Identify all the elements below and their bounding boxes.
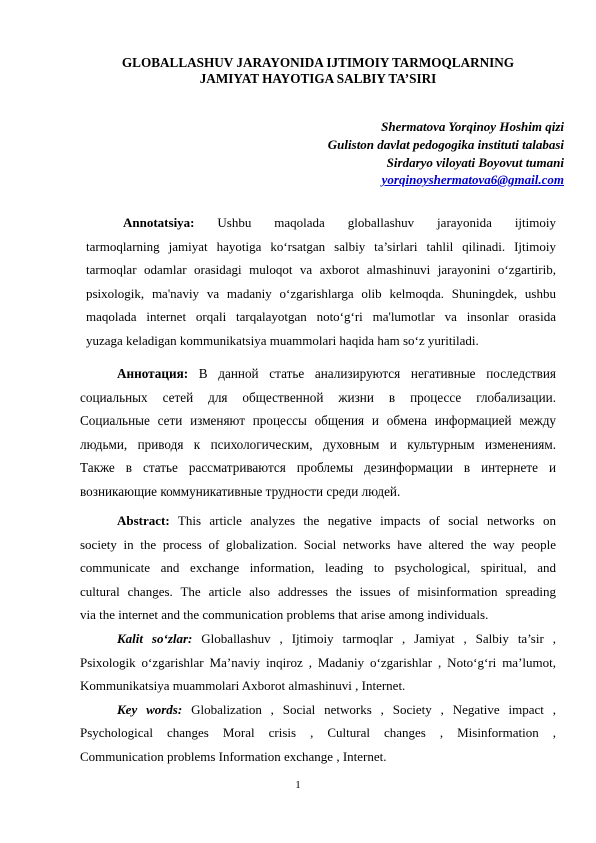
annotatsiya-line-6: yuzaga keladigan kommunikatsiya muammolari haqida ham so‘z yuritiladi. — [86, 332, 479, 348]
title-line-2: JAMIYAT HAYOTIGA SALBIY TA’SIRI — [199, 71, 437, 86]
kalit-sozlar-line-2: Psixologik o‘zgarishlar Ma’naviy inqiroz , Madaniy o‘zgarishlar , Noto‘g‘ri ma’lumot, — [80, 654, 556, 670]
kalit-sozlar-line-3: Kommunikatsiya muammolari Axborot almashinuvi , Internet. — [80, 678, 406, 694]
abstract-keywords-block — [80, 509, 556, 769]
author-name: Shermatova Yorqinoy Hoshim qizi — [381, 119, 564, 134]
title-line-1: GLOBALLASHUV JARAYONIDA IJTIMOIY TARMOQLARNING — [121, 55, 515, 70]
annotatsiya-ru-label: Аннотация: — [117, 366, 189, 381]
annotatsiya-line-1: Annotatsiya: Ushbu maqolada globallashuv jarayonida ijtimoiy — [123, 215, 556, 230]
key-words-line-3: Communication problems Information exchange , Internet. — [80, 748, 387, 764]
abstract-label: Abstract: — [117, 513, 170, 528]
page-number: 1 — [295, 779, 301, 791]
abstract-line-1: Abstract: This article analyzes the negative impacts of social networks on — [117, 513, 557, 528]
key-words-line-2: Psychological changes Moral crisis , Cultural changes , Misinformation , — [80, 725, 556, 741]
annotatsiya-paragraph — [86, 211, 556, 353]
annotatsiya-line-4: psixologik, ma'naviy va madaniy o‘zgarishlarga olib kelmoqda. Shuningdek, ushbu — [86, 285, 556, 301]
annotatsiya-ru-line-5: Также в статье рассматриваются проблемы дезинформации в интернете и — [80, 460, 556, 476]
annotatsiya-ru-line-3: Социальные сети изменяют процессы общения и обмена информацией между — [80, 413, 556, 429]
abstract-line-5: via the internet and the communication problems that arise among individuals. — [80, 607, 489, 623]
key-words-line-1: Key words: Globalization , Social networks , Society , Negative impact , — [117, 701, 556, 717]
annotatsiya-line-3: tarmoqlar odamlar orasidagi muloqot va axborot almashinuvi jarayonini o‘zgartirib, — [86, 262, 556, 278]
annotatsiya-ru-line-4: людьми, приводя к психологическим, духовным и культурным изменениям. — [80, 436, 556, 452]
annotatsiya-ru-paragraph — [80, 362, 556, 504]
author-block — [184, 118, 564, 189]
abstract-line-2: society in the process of globalization. Social networks have altered the way people — [80, 536, 556, 552]
key-words-label: Key words: — [117, 701, 183, 717]
author-email-link[interactable]: yorqinoyshermatova6@gmail.com — [381, 172, 564, 188]
kalit-sozlar-label: Kalit so‘zlar: — [117, 630, 193, 646]
annotatsiya-label: Annotatsiya: — [123, 215, 195, 230]
annotatsiya-ru-line-2: социальных сетей для общественной жизни в процессе глобализации. — [80, 389, 556, 405]
kalit-sozlar-line-1: Kalit so‘zlar: Globallashuv , Ijtimoiy tarmoqlar , Jamiyat , Salbiy ta’sir , — [117, 630, 556, 646]
annotatsiya-ru-line-1: Аннотация: В данной статье анализируются негативные последствия — [117, 366, 556, 381]
abstract-line-3: communicate and exchange information, leading to psychological, spiritual, and — [80, 560, 556, 576]
annotatsiya-line-2: tarmoqlarning jamiyat hayotiga ko‘rsatgan salbiy ta’sirlari tahlil qilinadi. Ijtimoiy — [86, 238, 556, 254]
abstract-line-4: cultural changes. The article also addresses the issues of misinformation spreading — [80, 583, 556, 599]
annotatsiya-line-5: maqolada internet orqali tarqalayotgan noto‘g‘ri ma'lumotlar va insonlar orasida — [86, 309, 556, 325]
author-location: Sirdaryo viloyati Boyovut tumani — [386, 154, 564, 170]
annotatsiya-ru-line-6: возникающие коммуникативные трудности среди людей. — [80, 483, 401, 499]
article-title — [80, 55, 556, 87]
author-affiliation: Guliston davlat pedogogika instituti talabasi — [327, 136, 564, 152]
